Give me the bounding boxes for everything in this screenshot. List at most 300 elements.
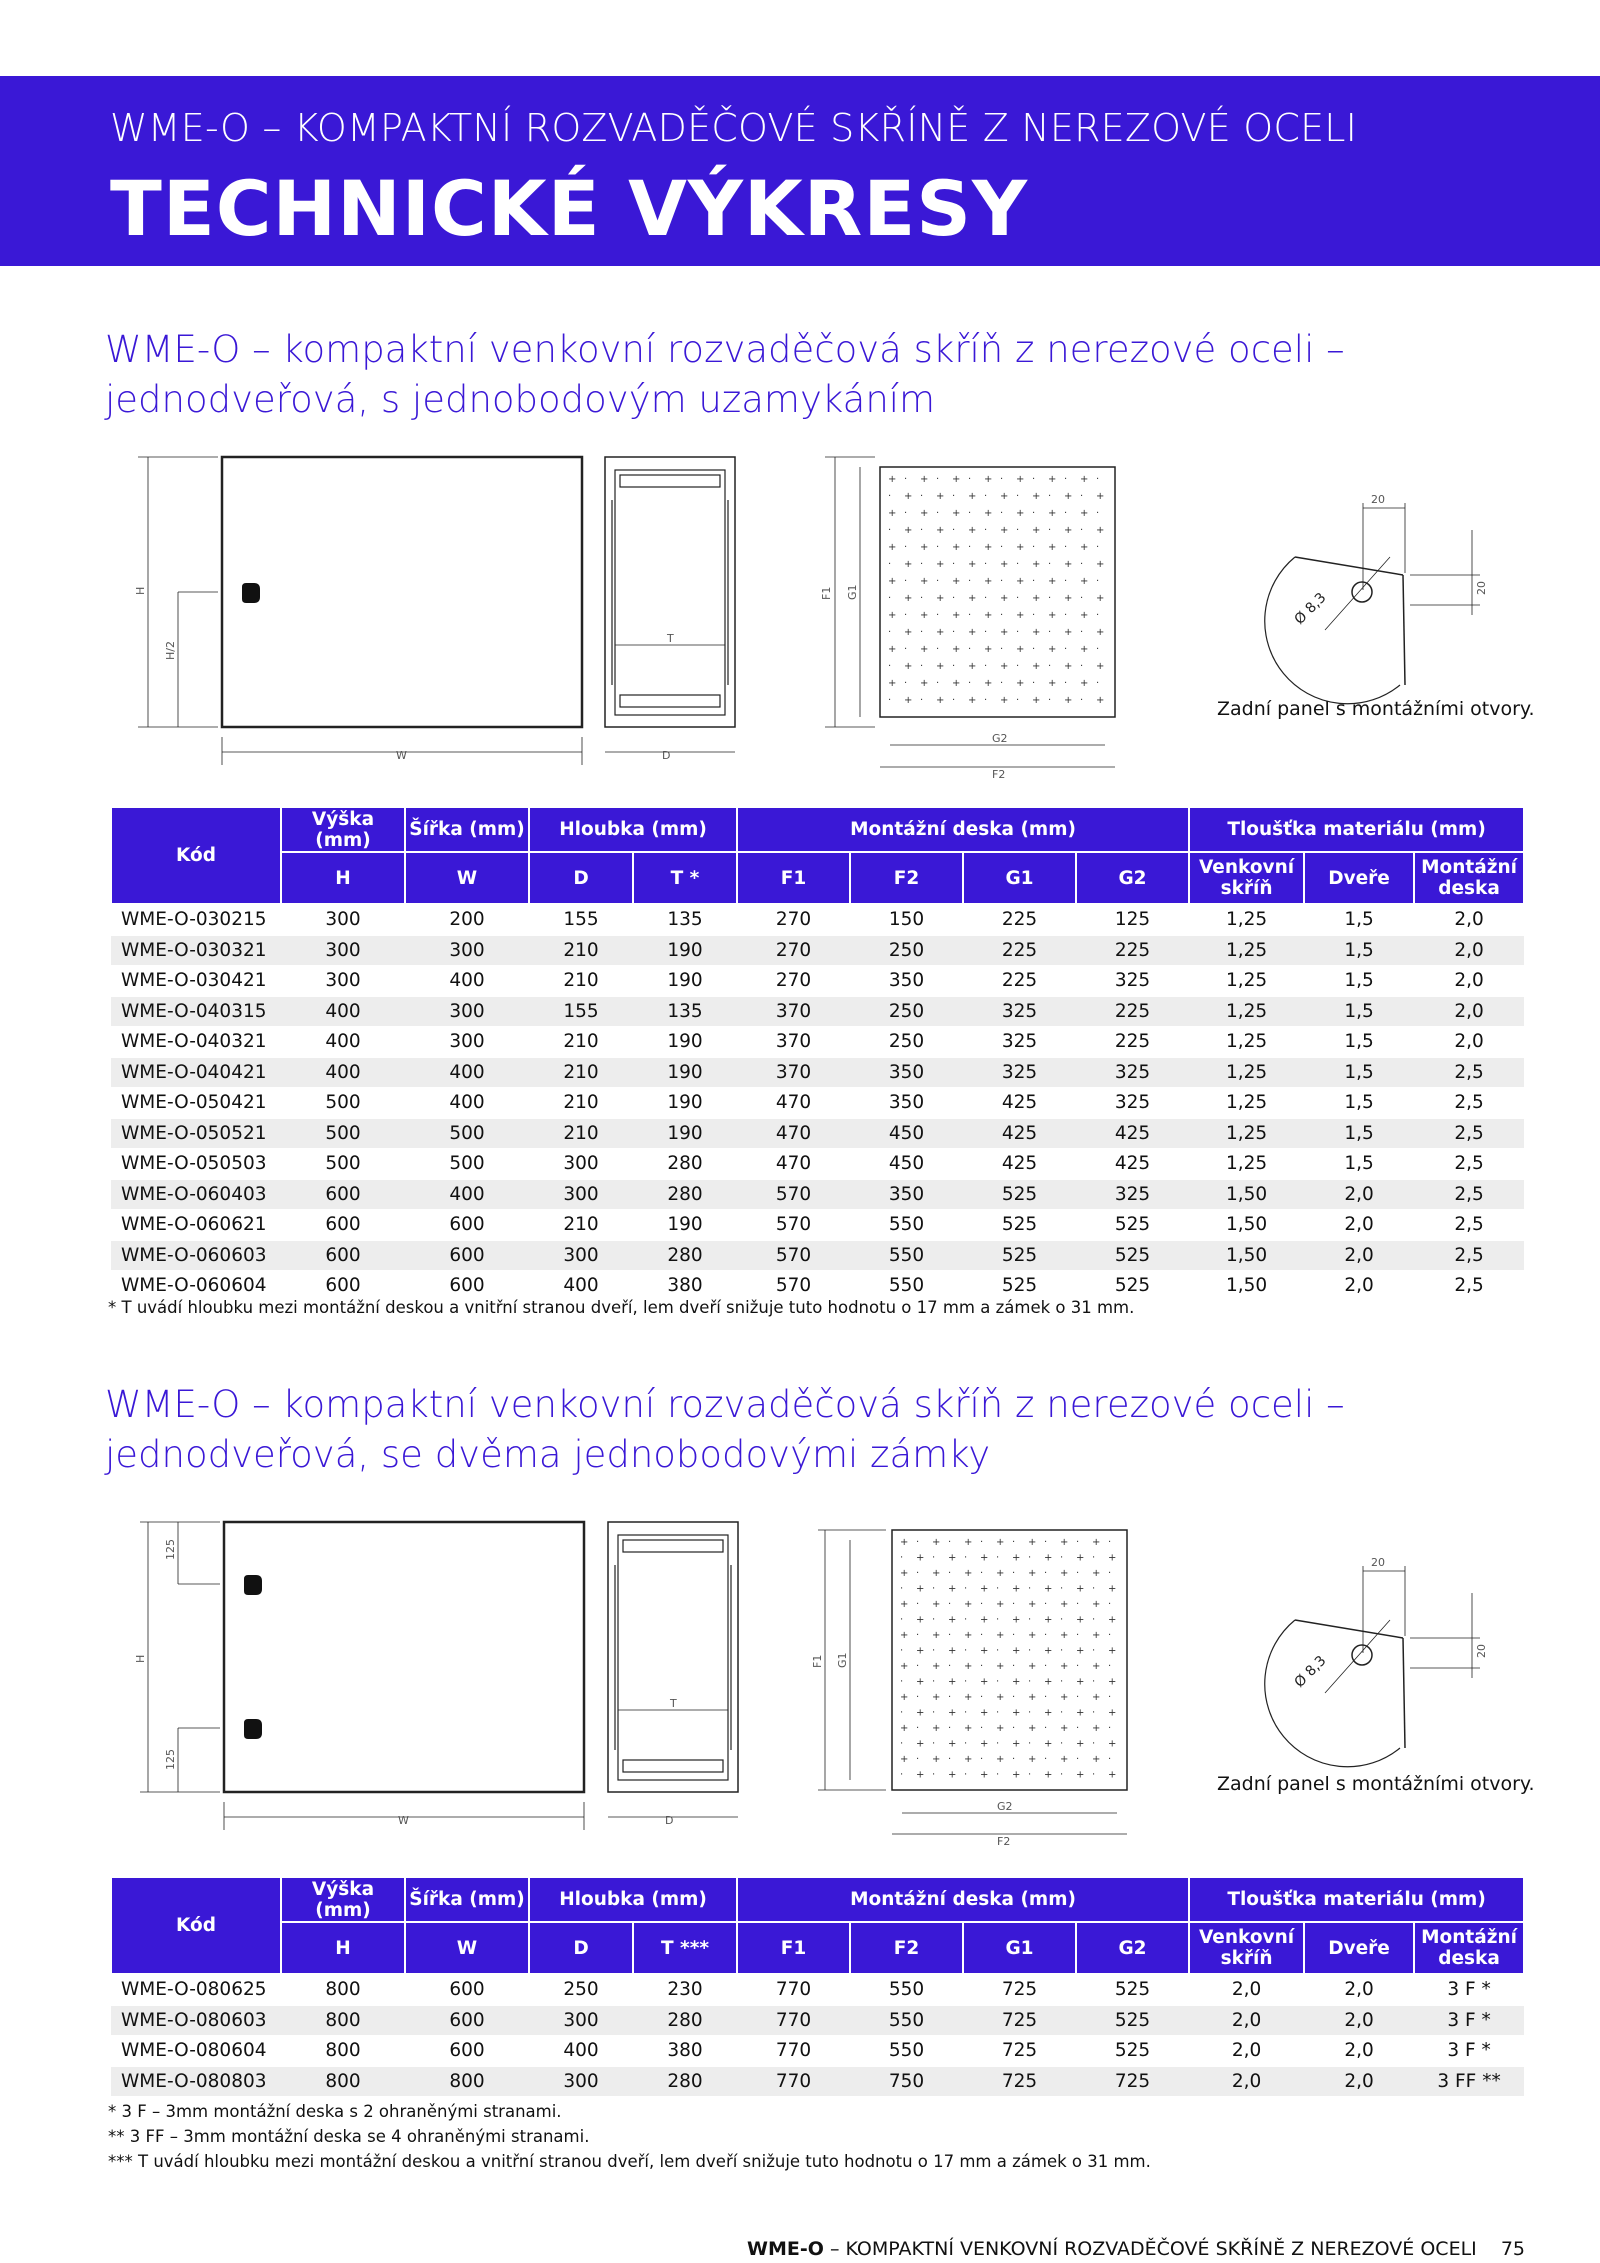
mounting-hole: ·: [1060, 1645, 1064, 1657]
mounting-hole: ·: [964, 1707, 968, 1719]
product-code-cell: WME-O-060403: [111, 1179, 281, 1210]
header-depth: Hloubka (mm): [529, 1877, 737, 1922]
mounting-hole: +: [920, 542, 929, 553]
table-cell: 500: [281, 1088, 405, 1119]
mounting-hole: ·: [1064, 542, 1068, 553]
table-cell: 2,0: [1304, 2005, 1414, 2036]
section2-footnote-2: ** 3 FF – 3mm montážní deska se 4 ohraněnými stranami.: [108, 2127, 590, 2146]
mounting-hole: ·: [948, 1754, 952, 1765]
table-cell: 2,5: [1414, 1240, 1524, 1271]
table-cell: 525: [963, 1179, 1076, 1210]
mounting-hole: +: [1060, 1692, 1069, 1703]
product-code-cell: WME-O-080803: [111, 2066, 281, 2097]
footer-text: – KOMPAKTNÍ VENKOVNÍ ROZVADĚČOVÉ SKŘÍNĚ Z NEREZOVÉ OCELI: [823, 2238, 1477, 2260]
mounting-hole: +: [1064, 661, 1073, 672]
table-cell: 300: [281, 904, 405, 935]
table-cell: 210: [529, 1027, 633, 1058]
mounting-hole: +: [904, 627, 913, 638]
table-cell: 500: [281, 1149, 405, 1180]
mounting-hole: ·: [980, 1537, 984, 1548]
table-cell: 155: [529, 996, 633, 1027]
mounting-hole: ·: [1060, 1614, 1064, 1626]
mounting-hole: ·: [1076, 1723, 1080, 1734]
mounting-hole: +: [936, 661, 945, 672]
table-cell: 2,0: [1189, 2036, 1304, 2067]
mounting-hole: +: [1096, 627, 1105, 638]
mounting-hole: ·: [996, 1614, 1000, 1626]
mounting-hole: +: [1044, 1769, 1053, 1781]
table-cell: 570: [737, 1271, 850, 1302]
mounting-hole: ·: [1092, 1614, 1096, 1626]
mounting-hole: ·: [900, 1614, 904, 1626]
mounting-hole: +: [900, 1723, 909, 1734]
mounting-hole: +: [1032, 525, 1041, 536]
mounting-hole: ·: [984, 491, 988, 502]
section1-footnote: * T uvádí hloubku mezi montážní deskou a vnitřní stranou dveří, lem dveří snižuje tuto hodnotu o 17 mm a zámek o 31 mm.: [108, 1298, 1135, 1317]
table-cell: 525: [1076, 1974, 1189, 2005]
detail-arc: [1265, 557, 1400, 704]
mounting-hole: ·: [1108, 1537, 1112, 1548]
mounting-hole: ·: [1060, 1583, 1064, 1595]
dim-w-label: W: [398, 1814, 409, 1827]
mounting-hole: +: [1076, 1645, 1085, 1657]
mounting-hole: +: [1044, 1552, 1053, 1564]
mounting-hole: +: [1096, 695, 1105, 706]
table-cell: 210: [529, 935, 633, 966]
mounting-hole: ·: [1092, 1676, 1096, 1688]
mounting-hole: ·: [984, 627, 988, 638]
mounting-hole: +: [1060, 1537, 1069, 1548]
dim-h-label: H: [134, 586, 147, 595]
mounting-hole: +: [1012, 1614, 1021, 1626]
mounting-hole: ·: [1016, 525, 1020, 536]
mounting-hole: +: [1096, 491, 1105, 502]
table-cell: 300: [529, 1179, 633, 1210]
table-cell: 300: [405, 935, 529, 966]
table-cell: 1,5: [1304, 1057, 1414, 1088]
mounting-hole: ·: [900, 1707, 904, 1719]
table-cell: 2,0: [1304, 2036, 1414, 2067]
mounting-hole: ·: [936, 576, 940, 587]
mounting-hole: +: [936, 695, 945, 706]
mounting-hole: +: [1080, 644, 1089, 655]
mounting-hole: +: [1028, 1661, 1037, 1672]
table-cell: 250: [850, 1027, 963, 1058]
section2-title-line2: jednodveřová, se dvěma jednobodovými zámky: [105, 1433, 991, 1476]
table-cell: 325: [1076, 966, 1189, 997]
mounting-hole: ·: [1032, 474, 1036, 485]
product-code-cell: WME-O-030421: [111, 966, 281, 997]
mounting-hole: ·: [1028, 1769, 1032, 1781]
table-cell: 1,50: [1189, 1240, 1304, 1271]
table-cell: 190: [633, 966, 737, 997]
table-cell: 770: [737, 1974, 850, 2005]
mounting-hole: +: [1048, 678, 1057, 689]
header-w: W: [405, 1922, 529, 1974]
table-cell: 425: [963, 1149, 1076, 1180]
mounting-hole: +: [1092, 1754, 1101, 1765]
mounting-hole: ·: [964, 1769, 968, 1781]
table-row: [111, 1149, 1524, 1180]
table-cell: 225: [1076, 935, 1189, 966]
mounting-hole: ·: [1080, 661, 1084, 672]
mounting-hole: +: [996, 1692, 1005, 1703]
product-code-cell: WME-O-060603: [111, 1240, 281, 1271]
mounting-hole: ·: [1096, 644, 1100, 655]
table-cell: 525: [1076, 2005, 1189, 2036]
mounting-hole: ·: [936, 610, 940, 621]
mounting-hole: ·: [916, 1599, 920, 1610]
table-cell: 1,25: [1189, 904, 1304, 935]
mounting-hole: ·: [968, 474, 972, 485]
mounting-hole: ·: [964, 1614, 968, 1626]
header-outer: Venkovní skříň: [1189, 1922, 1304, 1974]
mounting-hole: +: [1048, 542, 1057, 553]
mounting-hole: +: [948, 1645, 957, 1657]
mounting-hole: ·: [1048, 593, 1052, 604]
mounting-hole: +: [932, 1537, 941, 1548]
mounting-hole: +: [1032, 559, 1041, 570]
mounting-hole: +: [916, 1769, 925, 1781]
table-cell: 550: [850, 2005, 963, 2036]
mounting-hole: ·: [1064, 576, 1068, 587]
header-g2: G2: [1076, 852, 1189, 904]
mounting-hole: ·: [904, 474, 908, 485]
mounting-hole: ·: [904, 644, 908, 655]
mounting-hole: +: [984, 644, 993, 655]
header-h: H: [281, 1922, 405, 1974]
table-cell: 2,0: [1304, 1271, 1414, 1302]
mounting-hole: +: [1000, 593, 1009, 604]
mounting-hole: ·: [984, 695, 988, 706]
mounting-hole: ·: [1096, 542, 1100, 553]
table-cell: 770: [737, 2066, 850, 2097]
mounting-hole: +: [1000, 559, 1009, 570]
header-height: Výška (mm): [281, 1877, 405, 1922]
table-cell: 250: [529, 1974, 633, 2005]
mounting-hole: +: [1048, 576, 1057, 587]
header-code: Kód: [111, 807, 281, 904]
mounting-hole: +: [1044, 1614, 1053, 1626]
mounting-hole: +: [984, 508, 993, 519]
mounting-hole: ·: [968, 576, 972, 587]
mounting-hole: +: [1076, 1583, 1085, 1595]
mounting-hole: ·: [1108, 1568, 1112, 1579]
mounting-hole: ·: [1108, 1723, 1112, 1734]
table-row: [111, 2036, 1524, 2067]
mounting-hole: +: [1064, 491, 1073, 502]
mounting-hole: +: [916, 1645, 925, 1657]
table-cell: 600: [281, 1240, 405, 1271]
front-door-outline: [224, 1522, 584, 1792]
mounting-hole: ·: [980, 1692, 984, 1703]
mounting-hole: +: [900, 1599, 909, 1610]
mounting-hole: +: [888, 610, 897, 621]
detail-hole-label: Ø 8,3: [1291, 1652, 1330, 1691]
table-cell: 225: [1076, 996, 1189, 1027]
header-width: Šířka (mm): [405, 1877, 529, 1922]
table-cell: 525: [963, 1210, 1076, 1241]
table-row: [111, 904, 1524, 935]
mounting-hole: ·: [964, 1552, 968, 1564]
table-row: [111, 1271, 1524, 1302]
mounting-hole: ·: [1044, 1630, 1048, 1641]
table-cell: 2,0: [1304, 1974, 1414, 2005]
table-cell: 370: [737, 1057, 850, 1088]
dim-f1-label: F1: [820, 586, 833, 600]
mounting-hole: ·: [1012, 1599, 1016, 1610]
mounting-hole: +: [1092, 1630, 1101, 1641]
page-title: TECHNICKÉ VÝKRESY: [110, 164, 1029, 253]
mounting-hole: ·: [900, 1645, 904, 1657]
mounting-hole: +: [964, 1537, 973, 1548]
mounting-hole: ·: [952, 559, 956, 570]
mounting-hole: +: [932, 1630, 941, 1641]
mounting-hole: ·: [1108, 1754, 1112, 1765]
table-cell: 770: [737, 2005, 850, 2036]
mounting-hole: +: [1108, 1614, 1117, 1626]
mounting-hole: +: [916, 1707, 925, 1719]
detail-dim-y: 20: [1475, 1644, 1488, 1658]
mounting-hole: ·: [980, 1754, 984, 1765]
section1-title-line2: jednodveřová, s jednobodovým uzamykáním: [105, 378, 936, 421]
mounting-hole: +: [964, 1568, 973, 1579]
dim-g2-label: G2: [997, 1800, 1013, 1813]
mounting-hole: ·: [1108, 1692, 1112, 1703]
mounting-hole: +: [968, 695, 977, 706]
mounting-hole: +: [900, 1630, 909, 1641]
mounting-hole: +: [900, 1692, 909, 1703]
header-f1: F1: [737, 1922, 850, 1974]
mounting-hole: ·: [948, 1661, 952, 1672]
table-cell: 800: [281, 2036, 405, 2067]
footer-brand: WME-O: [747, 2238, 824, 2260]
table-row: [111, 2005, 1524, 2036]
mounting-hole: +: [996, 1537, 1005, 1548]
detail-hole-label: Ø 8,3: [1291, 589, 1330, 628]
table-cell: 800: [281, 2005, 405, 2036]
table-cell: 325: [963, 1027, 1076, 1058]
mounting-hole: +: [1044, 1676, 1053, 1688]
mounting-hole: ·: [1048, 491, 1052, 502]
dim-w-label: W: [396, 749, 407, 762]
table-cell: 2,0: [1414, 966, 1524, 997]
mounting-hole: +: [904, 593, 913, 604]
table-cell: 270: [737, 966, 850, 997]
table-cell: 425: [1076, 1118, 1189, 1149]
table-cell: 125: [1076, 904, 1189, 935]
mounting-hole: ·: [1060, 1676, 1064, 1688]
mounting-hole: +: [980, 1738, 989, 1750]
table-cell: 1,50: [1189, 1179, 1304, 1210]
mounting-hole: +: [900, 1537, 909, 1548]
mounting-hole: ·: [996, 1707, 1000, 1719]
mounting-hole: +: [888, 474, 897, 485]
mounting-hole: ·: [948, 1568, 952, 1579]
table-cell: 155: [529, 904, 633, 935]
mounting-hole: +: [916, 1552, 925, 1564]
header-kicker: WME-O – KOMPAKTNÍ ROZVADĚČOVÉ SKŘÍNĚ Z NEREZOVÉ OCELI: [110, 106, 1358, 150]
table-cell: 800: [405, 2066, 529, 2097]
table-cell: 1,25: [1189, 935, 1304, 966]
mounting-hole: ·: [1108, 1661, 1112, 1672]
mounting-hole: +: [920, 678, 929, 689]
mounting-hole: ·: [888, 695, 892, 706]
table-cell: 280: [633, 1179, 737, 1210]
mounting-hole: +: [1096, 559, 1105, 570]
header-code: Kód: [111, 1877, 281, 1974]
table-cell: 2,0: [1414, 935, 1524, 966]
table-cell: 400: [405, 1088, 529, 1119]
mounting-hole: +: [888, 644, 897, 655]
header-h: H: [281, 852, 405, 904]
table-cell: 250: [850, 996, 963, 1027]
mounting-hole: ·: [964, 1645, 968, 1657]
mounting-hole: +: [1048, 474, 1057, 485]
mounting-hole: +: [996, 1599, 1005, 1610]
table-cell: 425: [1076, 1149, 1189, 1180]
mounting-hole: +: [1096, 525, 1105, 536]
mounting-hole: +: [980, 1676, 989, 1688]
mounting-hole: ·: [1000, 576, 1004, 587]
header-f2: F2: [850, 1922, 963, 1974]
mounting-hole: ·: [1032, 508, 1036, 519]
mounting-hole: ·: [936, 644, 940, 655]
mounting-hole: +: [1032, 661, 1041, 672]
detail-dim-x: 20: [1371, 493, 1385, 506]
mounting-hole: +: [1060, 1630, 1069, 1641]
table-cell: 450: [850, 1118, 963, 1149]
mounting-hole: +: [1080, 542, 1089, 553]
mounting-hole: +: [932, 1723, 941, 1734]
mounting-hole: +: [996, 1754, 1005, 1765]
header-thickness: Tloušťka materiálu (mm): [1189, 807, 1524, 852]
mounting-hole: ·: [1012, 1537, 1016, 1548]
table-cell: 2,5: [1414, 1149, 1524, 1180]
mounting-hole: +: [1028, 1754, 1037, 1765]
table-cell: 600: [281, 1271, 405, 1302]
header-height: Výška (mm): [281, 807, 405, 852]
mounting-hole: +: [1092, 1537, 1101, 1548]
product-code-cell: WME-O-060604: [111, 1271, 281, 1302]
mounting-hole: +: [932, 1568, 941, 1579]
mounting-hole: ·: [1028, 1552, 1032, 1564]
table-cell: 400: [405, 1057, 529, 1088]
table-cell: 190: [633, 935, 737, 966]
table-cell: 600: [281, 1179, 405, 1210]
mounting-hole: +: [952, 644, 961, 655]
mounting-hole: ·: [932, 1614, 936, 1626]
table-cell: 570: [737, 1210, 850, 1241]
header-t: T ***: [633, 1922, 737, 1974]
table-cell: 300: [405, 996, 529, 1027]
mounting-hole: +: [1028, 1692, 1037, 1703]
table-cell: 325: [1076, 1088, 1189, 1119]
table-cell: 800: [281, 1974, 405, 2005]
table-row: [111, 996, 1524, 1027]
mounting-hole: ·: [996, 1583, 1000, 1595]
table-cell: 280: [633, 1240, 737, 1271]
table-cell: 190: [633, 1210, 737, 1241]
table-cell: 370: [737, 996, 850, 1027]
table-cell: 1,50: [1189, 1210, 1304, 1241]
mounting-hole: ·: [1048, 627, 1052, 638]
mounting-hole: ·: [1012, 1754, 1016, 1765]
mounting-hole: +: [996, 1630, 1005, 1641]
mounting-hole: +: [932, 1599, 941, 1610]
header-door: Dveře: [1304, 852, 1414, 904]
table-cell: 1,5: [1304, 1118, 1414, 1149]
section2-title: [105, 1380, 1345, 1480]
mounting-hole: +: [996, 1723, 1005, 1734]
mounting-hole: +: [932, 1692, 941, 1703]
table-cell: 350: [850, 1057, 963, 1088]
mounting-hole: +: [964, 1723, 973, 1734]
header-depth: Hloubka (mm): [529, 807, 737, 852]
mounting-hole: +: [1032, 627, 1041, 638]
table-cell: 1,5: [1304, 935, 1414, 966]
mounting-hole: +: [968, 627, 977, 638]
table-cell: 210: [529, 966, 633, 997]
mounting-hole: +: [1064, 593, 1073, 604]
mounting-hole: +: [1028, 1599, 1037, 1610]
lock-icon: [242, 583, 260, 603]
mounting-hole: +: [1096, 661, 1105, 672]
mounting-hole: +: [920, 576, 929, 587]
section2-footnote-3: *** T uvádí hloubku mezi montážní deskou a vnitřní stranou dveří, lem dveří snižuje tuto hodnotu o 17 mm a zámek o 31 mm.: [108, 2152, 1151, 2171]
mounting-hole: ·: [968, 542, 972, 553]
dim-h2-label: H/2: [164, 641, 177, 660]
table-cell: 210: [529, 1088, 633, 1119]
header-f2: F2: [850, 852, 963, 904]
mounting-hole: ·: [984, 525, 988, 536]
mounting-hole: +: [980, 1707, 989, 1719]
table-cell: 470: [737, 1088, 850, 1119]
table-cell: 2,5: [1414, 1210, 1524, 1241]
mounting-hole: +: [1032, 593, 1041, 604]
table-cell: 525: [1076, 1271, 1189, 1302]
mounting-hole: +: [1000, 695, 1009, 706]
table-cell: 725: [963, 2005, 1076, 2036]
table-cell: 1,50: [1189, 1271, 1304, 1302]
mounting-hole: ·: [1012, 1630, 1016, 1641]
mounting-hole: +: [1108, 1738, 1117, 1750]
table-cell: 400: [281, 1057, 405, 1088]
header-g1: G1: [963, 1922, 1076, 1974]
mounting-hole: +: [948, 1738, 957, 1750]
table-cell: 500: [405, 1149, 529, 1180]
table-cell: 3 F *: [1414, 1974, 1524, 2005]
table-cell: 210: [529, 1210, 633, 1241]
detail-hole: [1352, 582, 1372, 602]
mounting-hole: +: [984, 678, 993, 689]
header-d: D: [529, 852, 633, 904]
mounting-hole: +: [904, 661, 913, 672]
mounting-hole: +: [1016, 474, 1025, 485]
mounting-hole: ·: [996, 1769, 1000, 1781]
mounting-hole: +: [1080, 474, 1089, 485]
table-cell: 525: [963, 1240, 1076, 1271]
table-cell: 2,0: [1304, 1179, 1414, 1210]
mounting-hole: +: [1092, 1599, 1101, 1610]
mounting-hole: +: [1048, 610, 1057, 621]
mounting-hole: ·: [888, 559, 892, 570]
mounting-hole: ·: [932, 1707, 936, 1719]
mounting-hole: ·: [904, 542, 908, 553]
mounting-hole: +: [1076, 1614, 1085, 1626]
mounting-hole: +: [984, 474, 993, 485]
mounting-hole: +: [1016, 678, 1025, 689]
